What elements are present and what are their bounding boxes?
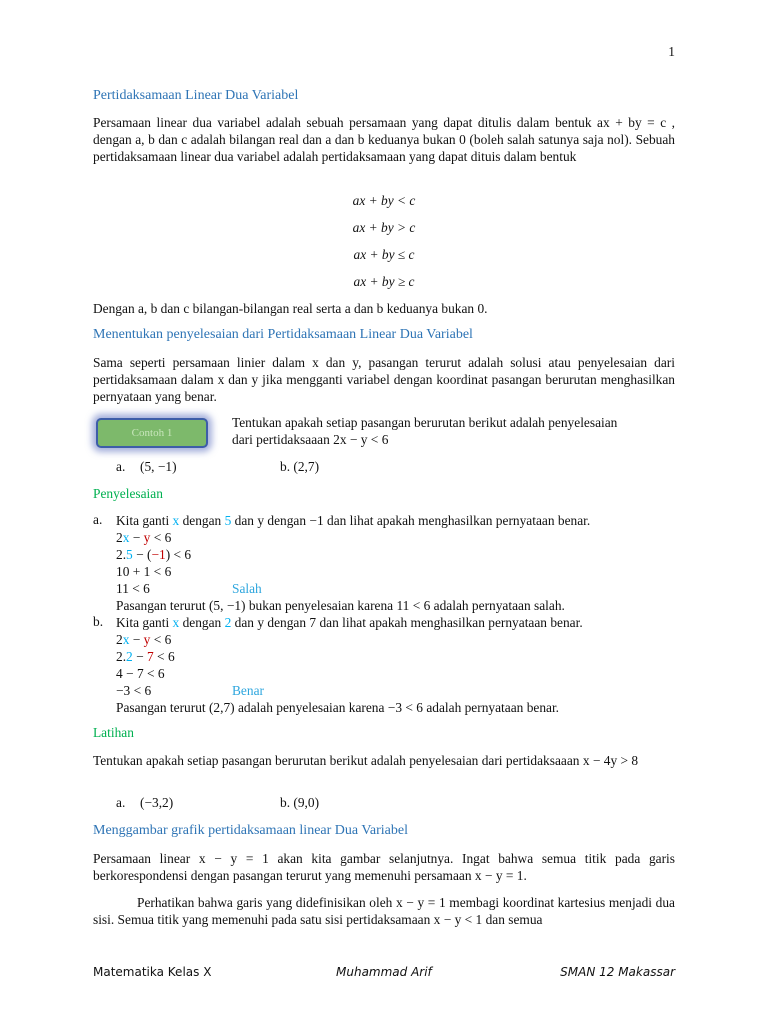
example-option-a: (5, −1) — [140, 459, 177, 474]
example-prompt-line1: Tentukan apakah setiap pasangan berurutan berikut adalah penyelesaian — [232, 415, 618, 430]
example-prompt — [232, 414, 677, 448]
solution-a-marker: a. — [93, 512, 103, 527]
solution-a-step3: 10 + 1 < 6 — [116, 564, 172, 579]
solution-a-conclusion: Pasangan terurut (5, −1) bukan penyelesaian karena 11 < 6 adalah pernyataan salah. — [116, 598, 565, 613]
graphing-paragraph-2: Perhatikan bahwa garis yang didefinisikan oleh x − y = 1 membagi koordinat kartesius menjadi dua sisi. Semua titik yang memenuhi pada satu sisi pertidaksamaan x − y < 1 dan semua — [93, 895, 675, 927]
inequality-greater: ax + by > c — [352, 220, 416, 235]
solution-heading: Penyelesaian — [93, 486, 163, 501]
inequality-less: ax + by < c — [352, 193, 416, 208]
graphing-paragraph-1: Persamaan linear x − y = 1 akan kita gambar selanjutnya. Ingat bahwa semua titik pada garis berkorespondensi dengan pasangan terurut yang memenuhi persamaan x − y = 1. — [93, 851, 675, 883]
example-badge: Contoh 1 — [96, 418, 208, 448]
solution-b-block — [116, 614, 676, 716]
coefficient-note: Dengan a, b dan c bilangan-bilangan real serta a dan b keduanya bukan 0. — [93, 301, 488, 316]
solution-b-step3: 4 − 7 < 6 — [116, 666, 165, 681]
solution-b-verdict: Benar — [232, 683, 264, 698]
exercise-option-b: b. (9,0) — [280, 795, 320, 810]
exercise-option-a-marker: a. — [116, 795, 126, 810]
section-heading-solutions: Menentukan penyelesaian dari Pertidaksamaan Linear Dua Variabel — [93, 327, 473, 342]
exercise-heading: Latihan — [93, 725, 134, 740]
section-heading-linear-inequality: Pertidaksamaan Linear Dua Variabel — [93, 88, 299, 103]
footer-school: SMAN 12 Makassar — [560, 965, 675, 979]
solution-b-intro: Kita ganti x dengan 2 dan y dengan 7 dan lihat apakah menghasilkan pernyataan benar. — [116, 615, 583, 630]
solution-a-step4: 11 < 6 Salah — [116, 581, 262, 596]
section-heading-graphing: Menggambar grafik pertidaksamaan linear Dua Variabel — [93, 823, 408, 838]
solution-b-step1: 2x − y < 6 — [116, 632, 172, 647]
solutions-paragraph: Sama seperti persamaan linier dalam x dan y, pasangan terurut adalah solusi atau penyelesaian dari pertidaksamaan dalam x dan y jika mengganti variabel dengan koordinat pasangan berurutan menghasilkan pernyataan yang benar. — [93, 355, 675, 404]
footer-author: Muhammad Arif — [336, 965, 432, 979]
solution-a-intro: Kita ganti x dengan 5 dan y dengan −1 dan lihat apakah menghasilkan pernyataan benar. — [116, 513, 591, 528]
solution-b-step2: 2.2 − 7 < 6 — [116, 649, 175, 664]
solution-b-step4: −3 < 6 Benar — [116, 683, 264, 698]
example-option-a-marker: a. — [116, 459, 126, 474]
footer-subject: Matematika Kelas X — [93, 965, 212, 979]
solution-a-step1: 2x − y < 6 — [116, 530, 172, 545]
exercise-paragraph: Tentukan apakah setiap pasangan berurutan berikut adalah penyelesaian dari pertidaksaaan x − 4y > 8 — [93, 753, 639, 768]
solution-b-conclusion: Pasangan terurut (2,7) adalah penyelesaian karena −3 < 6 adalah pernyataan benar. — [116, 700, 560, 715]
solution-a-step2: 2.5 − (−1) < 6 — [116, 547, 192, 562]
definition-paragraph: Persamaan linear dua variabel adalah sebuah persamaan yang dapat ditulis dalam bentuk ax + by = c , dengan a, b dan c adalah bilangan real dan a dan b keduanya bukan 0 (boleh salah satunya saja nol). Sebuah pertidaksamaan linear dua variabel adalah pertidaksamaan yang dapat dituis dalam bentuk — [93, 115, 675, 164]
inequality-less-equal: ax + by ≤ c — [353, 247, 415, 262]
exercise-option-a: (−3,2) — [140, 795, 174, 810]
page-number: 1 — [668, 44, 675, 59]
solution-b-marker: b. — [93, 614, 104, 629]
solution-a-verdict: Salah — [232, 581, 262, 596]
example-option-b: b. (2,7) — [280, 459, 320, 474]
solution-a-block — [116, 512, 676, 614]
example-prompt-line2: dari pertidaksaaan 2x − y < 6 — [232, 432, 389, 447]
inequality-greater-equal: ax + by ≥ c — [353, 274, 415, 289]
